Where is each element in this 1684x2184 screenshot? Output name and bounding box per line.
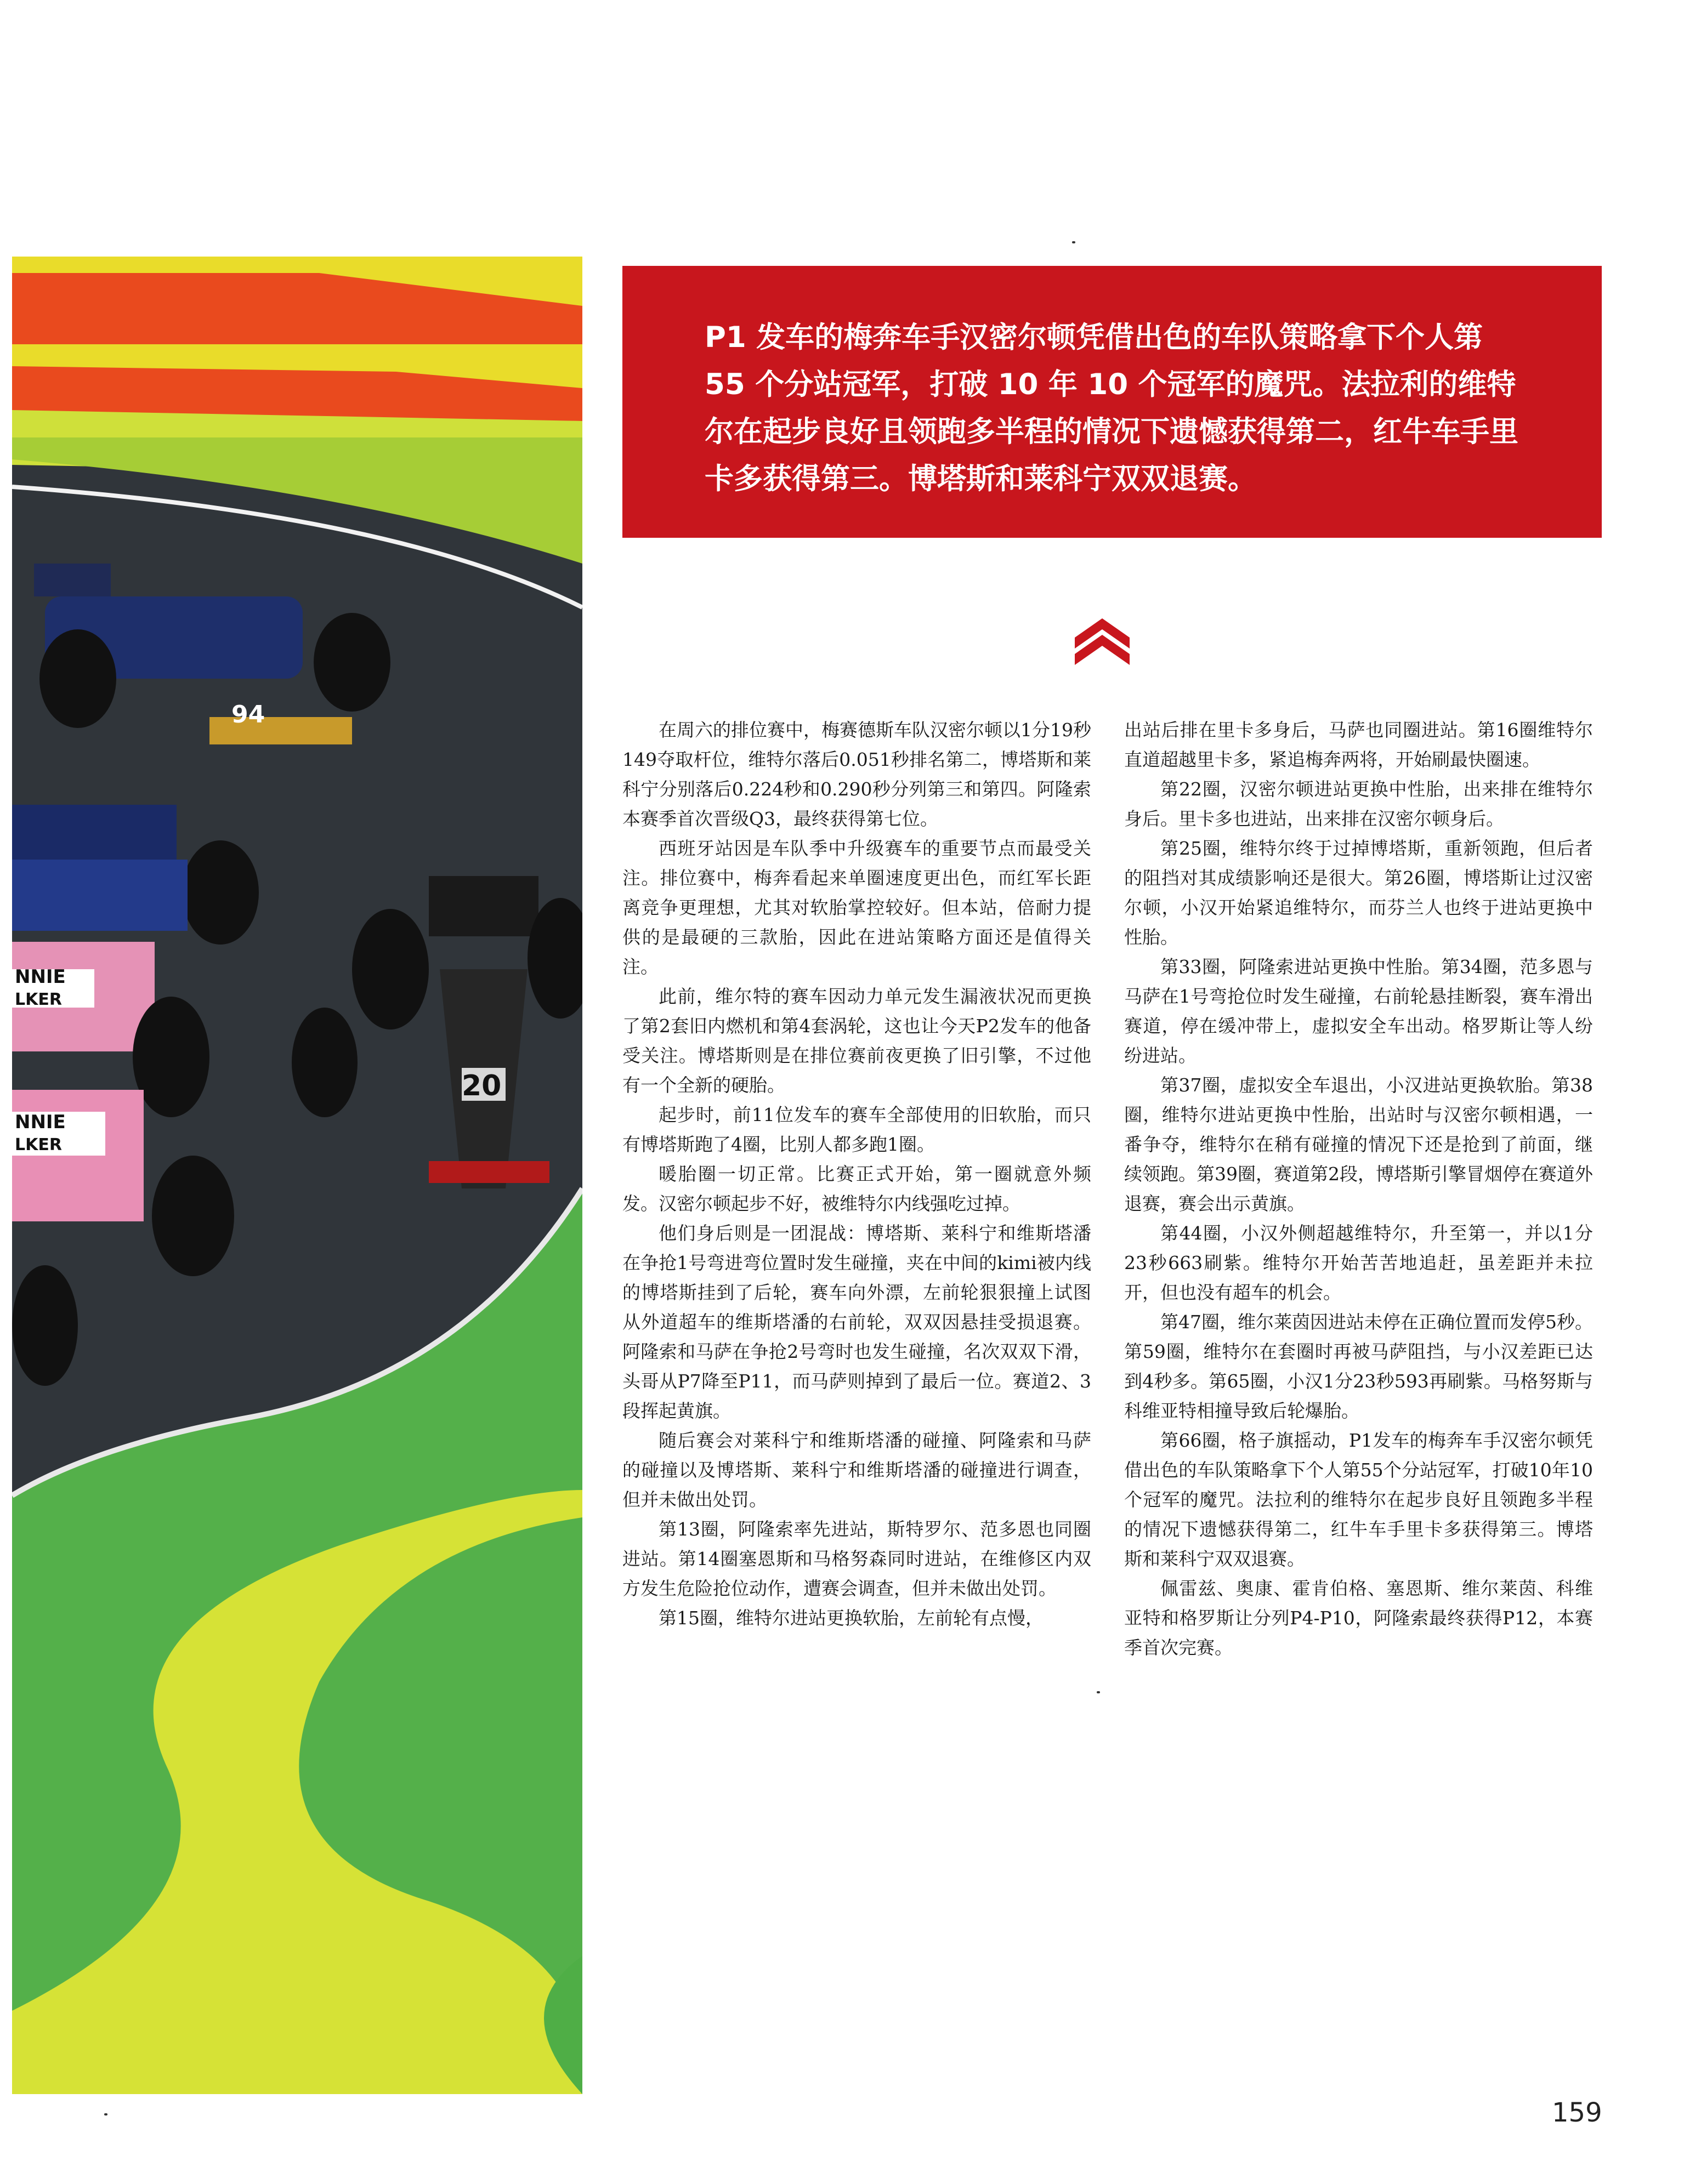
paragraph: 此前，维尔特的赛车因动力单元发生漏液状况而更换了第2套旧内燃机和第4套涡轮，这也让今天P2发车的他备受关注。博塔斯则是在排位赛前夜更换了旧引擎，不过他有一个全新的硬胎。 [622,986,1091,1096]
paragraph: 第44圈，小汉外侧超越维特尔，升至第一，并以1分23秒663刷紫。维特尔开始苦苦地追赶，虽差距并未拉开，但也没有超车的机会。 [1124,1222,1593,1303]
chevron-up-icon [1069,607,1135,668]
sponsor-text-2: LKER [15,990,62,1009]
paragraph: 随后赛会对莱科宁和维斯塔潘的碰撞、阿隆索和马萨的碰撞以及博塔斯、莱科宁和维斯塔潘的碰撞进行调查，但并未做出处罚。 [622,1430,1091,1510]
paragraph: 第37圈，虚拟安全车退出，小汉进站更换软胎。第38圈，维特尔进站更换中性胎，出站时与汉密尔顿相遇，一番争夺，维特尔在稍有碰撞的情况下还是抢到了前面，继续领跑。第39圈，赛道第2段，博塔斯引擎冒烟停在赛道外退赛，赛会出示黄旗。 [1124,1074,1593,1214]
paragraph: 第15圈，维特尔进站更换软胎，左前轮有点慢， [659,1607,1044,1629]
paragraph: 在周六的排位赛中，梅赛德斯车队汉密尔顿以1分19秒149夺取杆位，维特尔落后0.051秒排名第二，博塔斯和莱科宁分别落后0.224秒和0.290秒分列第三和第四。阿隆索本赛季首次晋级Q3，最终获得第七位。 [622,719,1091,829]
page-number: 159 [1552,2097,1602,2128]
paragraph: 暖胎圈一切正常。比赛正式开始，第一圈就意外频发。汉密尔顿起步不好，被维特尔内线强吃过掉。 [622,1163,1091,1214]
article-column-left [622,715,1091,1633]
paragraph: 他们身后则是一团混战：博塔斯、莱科宁和维斯塔潘在争抢1号弯进弯位置时发生碰撞，夹在中间的kimi被内线的博塔斯挂到了后轮，赛车向外漂，左前轮狠狠撞上试图从外道超车的维斯塔潘的右前轮，双双因悬挂受损退赛。阿隆索和马萨在争抢2号弯时也发生碰撞，名次双双下滑，头哥从P7降至P11，而马萨则掉到了最后一位。赛道2、3段挥起黄旗。 [622,1222,1091,1421]
car-number-20: 20 [462,1070,502,1102]
sponsor-text-4: LKER [15,1135,62,1154]
paragraph: 第66圈，格子旗摇动，P1发车的梅奔车手汉密尔顿凭借出色的车队策略拿下个人第55个分站冠军，打破10年10个冠军的魔咒。法拉利的维特尔在起步良好且领跑多半程的情况下遗憾获得第二，红牛车手里卡多获得第三。博塔斯和莱科宁双双退赛。 [1124,1430,1593,1569]
paragraph: 第13圈，阿隆索率先进站，斯特罗尔、范多恩也同圈进站。第14圈塞恩斯和马格努森同时进站，在维修区内双方发生危险抢位动作，遭赛会调查，但并未做出处罚。 [622,1518,1091,1599]
paragraph: 西班牙站因是车队季中升级赛车的重要节点而最受关注。排位赛中，梅奔看起来单圈速度更出色，而红军长距离竞争更理想，尤其对软胎掌控较好。但本站，倍耐力提供的是最硬的三款胎，因此在进站策略方面还是值得关注。 [622,838,1091,977]
paragraph: 佩雷兹、奥康、霍肯伯格、塞恩斯、维尔莱茵、科维亚特和格罗斯让分列P4-P10，阿隆索最终获得P12，本赛季首次完赛。 [1124,1578,1593,1658]
paragraph: 起步时，前11位发车的赛车全部使用的旧软胎，而只有博塔斯跑了4圈，比别人都多跑1圈。 [622,1104,1091,1155]
paragraph: 第25圈，维特尔终于过掉博塔斯，重新领跑，但后者的阻挡对其成绩影响还是很大。第26圈，博塔斯让过汉密尔顿，小汉开始紧追维特尔，而芬兰人也终于进站更换中性胎。 [1124,838,1593,948]
scan-mark [104,2113,107,2115]
article-column-right [1124,715,1593,1663]
sponsor-text-1: NNIE [15,966,66,988]
summary-box [622,266,1602,538]
summary-text: P1 发车的梅奔车手汉密尔顿凭借出色的车队策略拿下个人第 55 个分站冠军，打破 10 年 10 个冠军的魔咒。法拉利的维特尔在起步良好且领跑多半程的情况下遗憾获得第二，红牛车手里卡多获得第三。博塔斯和莱科宁双双退赛。 [705,321,1518,496]
paragraph: 第47圈，维尔莱茵因进站未停在正确位置而发停5秒。第59圈，维特尔在套圈时再被马萨阻挡，与小汉差距已达到4秒多。第65圈，小汉1分23秒593再刷紫。马格努斯与科维亚特相撞导致后轮爆胎。 [1124,1311,1593,1421]
paragraph-continuation: 出站后排在里卡多身后，马萨也同圈进站。第16圈维特尔直道超越里卡多，紧追梅奔两将，开始刷最快圈速。 [1124,719,1593,770]
paragraph: 第22圈，汉密尔顿进站更换中性胎，出来排在维特尔身后。里卡多也进站，出来排在汉密尔顿身后。 [1124,778,1593,829]
scan-mark [1097,1691,1100,1693]
paragraph: 第33圈，阿隆索进站更换中性胎。第34圈，范多恩与马萨在1号弯抢位时发生碰撞，右前轮悬挂断裂，赛车滑出赛道，停在缓冲带上，虚拟安全车出动。格罗斯让等人纷纷进站。 [1124,956,1593,1066]
scan-mark [1072,241,1075,243]
car-number-94: 94 [231,701,265,729]
sponsor-text-3: NNIE [15,1111,66,1133]
race-photo [12,257,582,2094]
